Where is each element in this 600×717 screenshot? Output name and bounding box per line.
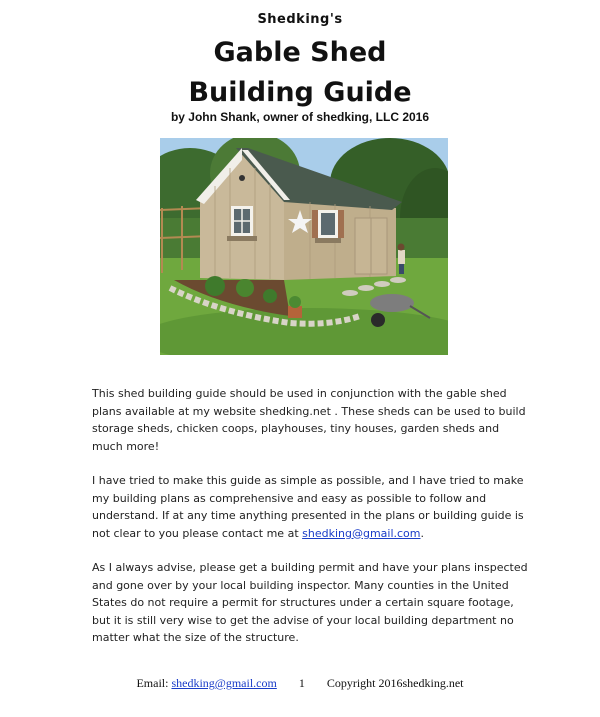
paragraph-permit: As I always advise, please get a building permit and have your plans inspected and gone over by your local building inspector. Many counties in the United States do not require a permit for structures under a certain square footage, but it is still very wise to get the advise of your local building department no matter what the size of the structure. bbox=[92, 561, 528, 644]
flower-box bbox=[227, 236, 257, 241]
paragraph-contact-text: I have tried to make this guide as simple as possible, and I have tried to make my building plans as comprehensive and easy as possible to follow and understand. If at any time anything presented in the plans or building guide is not clear to you please contact me at bbox=[92, 474, 524, 540]
paragraph-intro: This shed building guide should be used in conjunction with the gable shed plans available at my website shedking.net . These sheds can be used to build storage sheds, chicken coops, playhouses, tiny houses, garden sheds and much more! bbox=[92, 387, 526, 453]
light-fixture bbox=[239, 175, 245, 181]
shrub bbox=[263, 289, 277, 303]
side-window-glass bbox=[321, 213, 335, 235]
footer-copyright: Copyright 2016shedking.net bbox=[326, 676, 464, 690]
flower-box bbox=[315, 238, 341, 243]
plant bbox=[289, 296, 301, 308]
document-subtitle: Shedking's bbox=[257, 12, 343, 27]
shutter bbox=[338, 210, 344, 238]
contact-email-link[interactable]: shedking@gmail.com bbox=[302, 526, 421, 540]
page-number: 1 bbox=[298, 676, 305, 690]
shrub bbox=[205, 276, 225, 296]
shed-photo-illustration bbox=[160, 138, 448, 355]
document-title-line-2: Building Guide bbox=[188, 77, 412, 108]
person bbox=[398, 250, 405, 264]
shrub bbox=[236, 279, 254, 297]
footer-email-label: Email: bbox=[136, 676, 172, 690]
author-byline: by John Shank, owner of shedking, LLC 2016 bbox=[170, 110, 430, 124]
lawn-shade bbox=[160, 308, 448, 355]
paragraph-contact-end: . bbox=[420, 526, 424, 540]
body-text bbox=[92, 385, 532, 664]
paragraph-contact bbox=[92, 472, 532, 542]
wheelbarrow-tray bbox=[370, 294, 414, 312]
document-title-line-1: Gable Shed bbox=[213, 37, 387, 68]
page-footer bbox=[0, 676, 600, 691]
wheelbarrow-wheel bbox=[371, 313, 385, 327]
shed-photo bbox=[160, 138, 448, 355]
shutter bbox=[312, 210, 318, 238]
footer-email-link[interactable]: shedking@gmail.com bbox=[171, 676, 277, 690]
